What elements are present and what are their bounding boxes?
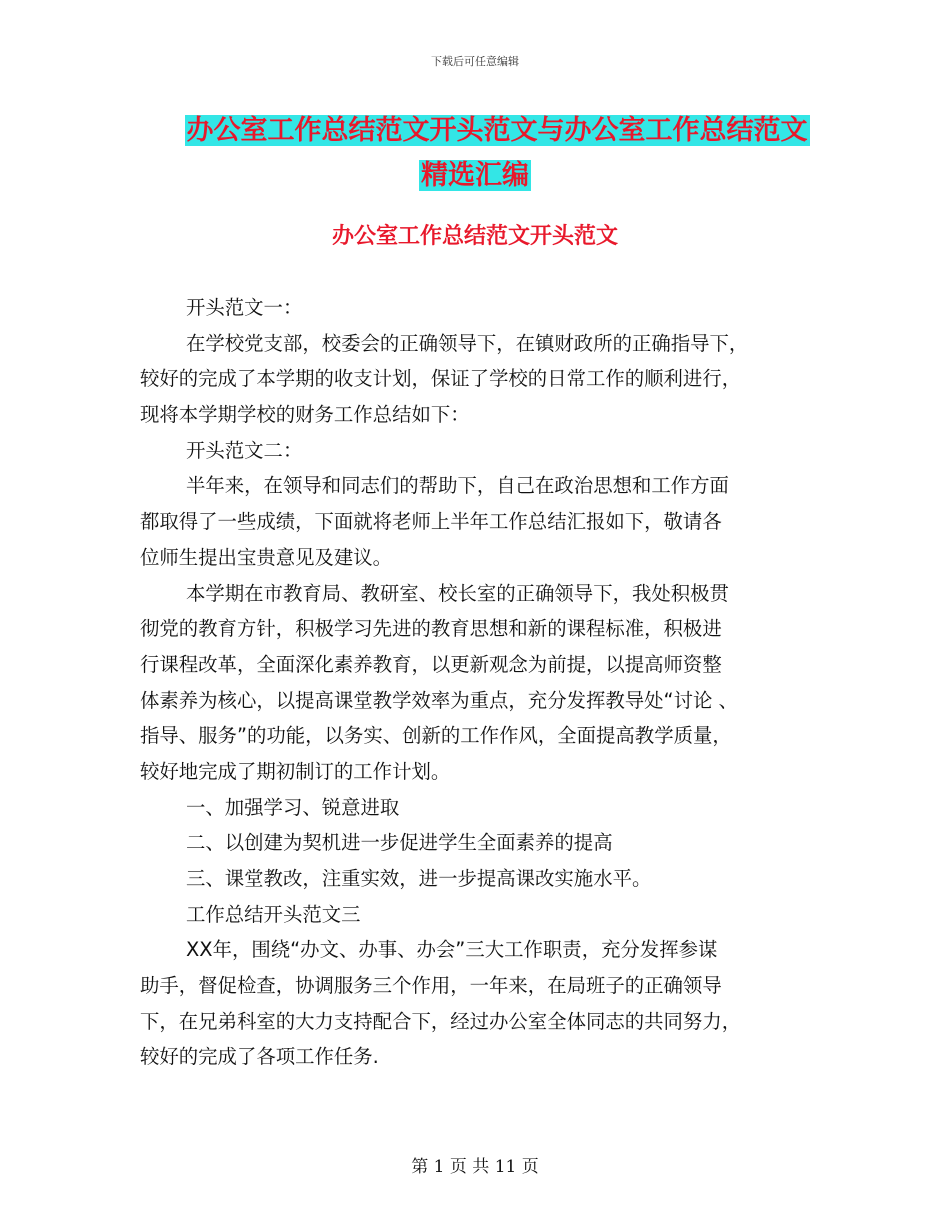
body-line: 彻党的教育方针，积极学习先进的教育思想和新的课程标准，积极进 <box>140 617 722 641</box>
document-title-line-1 <box>22 111 950 151</box>
body-text <box>140 290 820 1075</box>
body-line: 指导、服务”的功能，以务实、创新的工作作风，全面提高教学质量， <box>140 724 732 748</box>
body-line: 开头范文一： <box>186 296 303 319</box>
body-line: 三、课堂教改，注重实效，进一步提高课改实施水平。 <box>186 867 652 890</box>
body-line: 都取得了一些成绩，下面就将老师上半年工作总结汇报如下，敬请各 <box>140 510 722 534</box>
body-line: 开头范文二： <box>186 438 303 462</box>
header-note: 下载后可任意编辑 <box>431 55 519 68</box>
body-line: 助手，督促检查，协调服务三个作用，一年来，在局班子的正确领导 <box>140 974 722 998</box>
highlighted-title-text-1: 办公室工作总结范文开头范文与办公室工作总结范文 <box>186 115 808 146</box>
body-line: XX年，围绕“办文、办事、办会”三大工作职责，充分发挥参谋 <box>186 938 718 962</box>
body-line: 现将本学期学校的财务工作总结如下： <box>140 403 470 427</box>
body-line: 在学校党支部，校委会的正确领导下，在镇财政所的正确指导下， <box>186 331 749 355</box>
body-line: 较好的完成了各项工作任务. <box>140 1045 379 1069</box>
section-title: 办公室工作总结范文开头范文 <box>331 224 618 249</box>
body-line: 工作总结开头范文三 <box>186 902 361 926</box>
page-footer: 第 1 页 共 11 页 <box>411 1157 539 1177</box>
body-line: 体素养为核心，以提高课堂教学效率为重点，充分发挥教导处“讨论 、 <box>140 688 738 712</box>
body-line: 二、以创建为契机进一步促进学生全面素养的提高 <box>186 831 613 855</box>
body-line: 半年来，在领导和同志们的帮助下，自己在政治思想和工作方面 <box>186 474 729 498</box>
body-line: 一、加强学习、锐意进取 <box>186 795 400 819</box>
body-line: 行课程改革，全面深化素养教育，以更新观念为前提，以提高师资整 <box>140 652 722 676</box>
body-line: 下，在兄弟科室的大力支持配合下，经过办公室全体同志的共同努力， <box>140 1009 742 1033</box>
body-line: 本学期在市教育局、教研室、校长室的正确领导下，我处积极贯 <box>186 581 729 605</box>
body-line: 位师生提出宝贵意见及建议。 <box>140 545 393 569</box>
body-line: 较好地完成了期初制订的工作计划。 <box>140 759 451 783</box>
highlighted-title-text-2: 精选汇编 <box>421 160 529 191</box>
document-title-line-2 <box>0 156 950 196</box>
body-line: 较好的完成了本学期的收支计划，保证了学校的日常工作的顺利进行， <box>140 367 742 391</box>
